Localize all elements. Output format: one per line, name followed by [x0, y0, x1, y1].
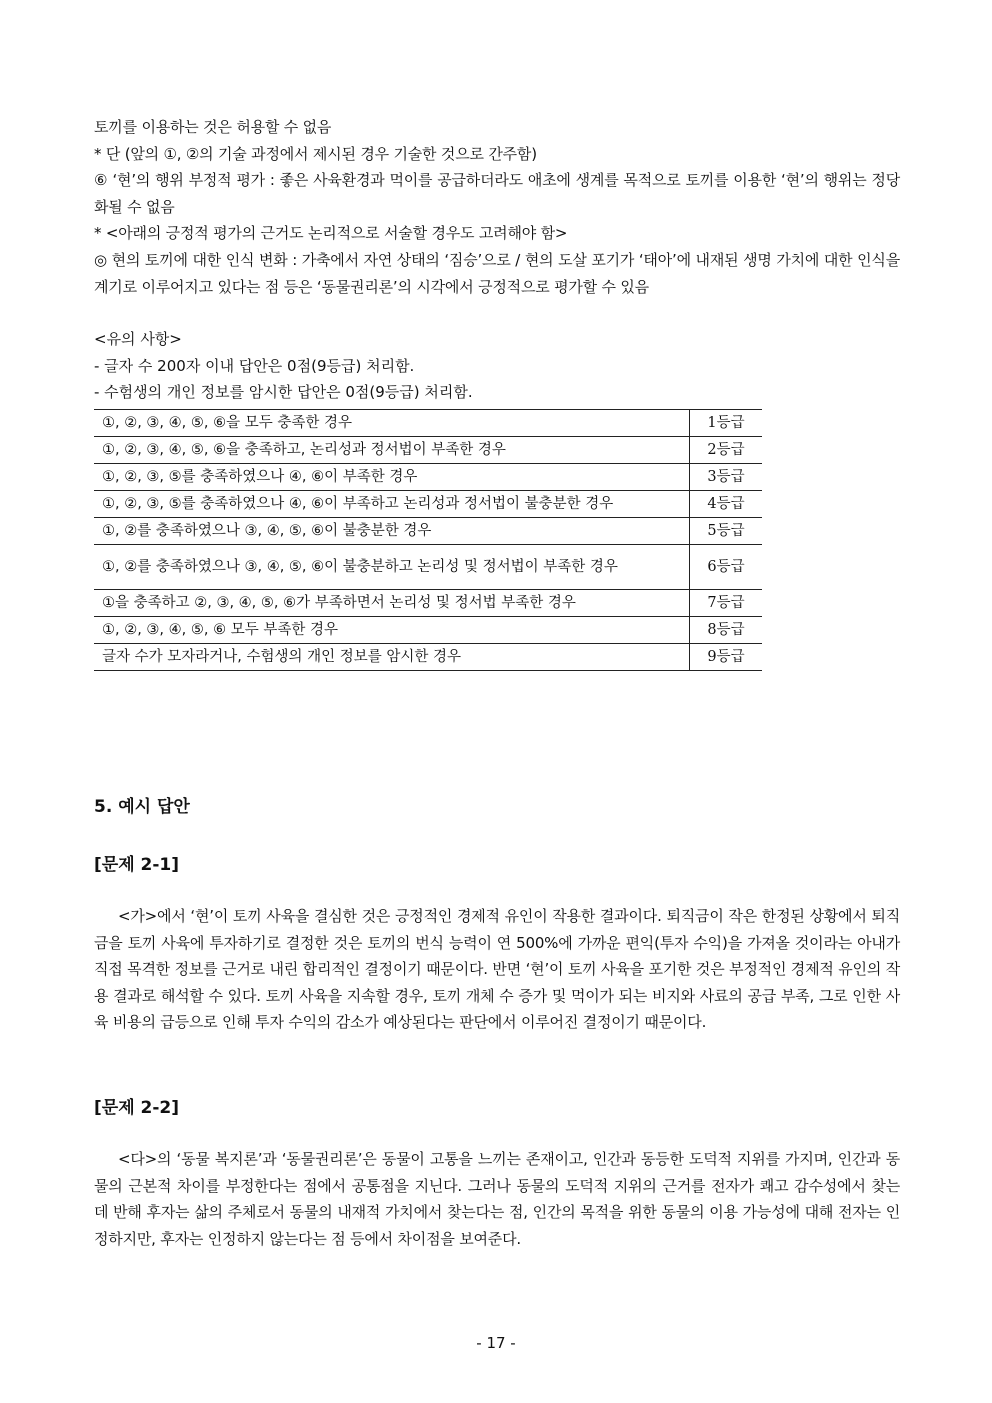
table-row: ①, ②, ③, ⑤를 충족하였으나 ④, ⑥이 부족한 경우 3등급	[94, 463, 762, 490]
question-title: [문제 2-2]	[94, 1098, 180, 1118]
note-item: - 수험생의 개인 정보를 암시한 답안은 0점(9등급) 처리함.	[94, 383, 473, 402]
question-title: [문제 2-1]	[94, 855, 180, 875]
table-row: ①, ②, ③, ⑤를 충족하였으나 ④, ⑥이 부족하고 논리성과 정서법이 불충분한 경우 4등급	[94, 490, 762, 517]
grade-table	[94, 409, 762, 671]
page-content	[94, 114, 900, 671]
table-row: 글자 수가 모자라거나, 수험생의 개인 정보를 암시한 경우 9등급	[94, 643, 762, 670]
table-row: ①, ②, ③, ④, ⑤, ⑥을 충족하고, 논리성과 정서법이 부족한 경우 2등급	[94, 436, 762, 463]
section-title: 5. 예시 답안	[94, 797, 190, 817]
table-row: ①, ②, ③, ④, ⑤, ⑥ 모두 부족한 경우 8등급	[94, 616, 762, 643]
table-row: ①, ②를 충족하였으나 ③, ④, ⑤, ⑥이 불충분한 경우 5등급	[94, 517, 762, 544]
note-item: - 글자 수 200자 이내 답안은 0점(9등급) 처리함.	[94, 356, 415, 375]
answer-paragraph: <다>의 ‘동물 복지론’과 ‘동물권리론’은 동물이 고통을 느끼는 존재이고, 인간과 동등한 도덕적 지위를 가지며, 인간과 동물의 근본적 차이를 부정한다는 점에서 공통점을 지닌다. 그러나 동물의 도덕적 지위의 근거를 전자가 쾌고 감수성에서 찾는 데 반해 후자는 삶의 주체로서 동물의 내재적 가치에서 찾는다는 점, 인간의 목적을 위한 동물의 이용 가능성에 대해 전자는 인정하지만, 후자는 인정하지 않는다는 점 등에서 차이점을 보여준다.	[94, 1150, 900, 1248]
table-row: ①, ②를 충족하였으나 ③, ④, ⑤, ⑥이 불충분하고 논리성 및 정서법이 부족한 경우 6등급	[94, 544, 762, 589]
notes-title: <유의 사항>	[94, 330, 182, 349]
table-row: ①을 충족하고 ②, ③, ④, ⑤, ⑥가 부족하면서 논리성 및 정서법 부족한 경우 7등급	[94, 589, 762, 616]
text-line: * <아래의 긍정적 평가의 근거도 논리적으로 서술할 경우도 고려해야 함>	[94, 224, 568, 243]
text-line: ◎ 현의 토끼에 대한 인식 변화 : 가축에서 자연 상태의 ‘짐승’으로 / 현의 도살 포기가 ‘태아’에 내재된 생명 가치에 대한 인식을 계기로 이루어지고 있다는 점 등은 ‘동물권리론’의 시각에서 긍정적으로 평가할 수 있음	[94, 250, 900, 296]
text-line: * 단 (앞의 ①, ②의 기술 과정에서 제시된 경우 기술한 것으로 간주함)	[94, 144, 537, 163]
text-line: ⑥ ‘현’의 행위 부정적 평가 : 좋은 사육환경과 먹이를 공급하더라도 애초에 생계를 목적으로 토끼를 이용한 ‘현’의 행위는 정당화될 수 없음	[94, 171, 900, 216]
answer-paragraph: <가>에서 ‘현’이 토끼 사육을 결심한 것은 긍정적인 경제적 유인이 작용한 결과이다. 퇴직금이 작은 한정된 상황에서 퇴직금을 토끼 사육에 투자하기로 결정한 것은 토끼의 번식 능력이 연 500%에 가까운 편익(투자 수익)을 가져올 것이라는 아내가 직접 목격한 정보를 근거로 내린 합리적인 결정이기 때문이다. 반면 ‘현’이 토끼 사육을 포기한 것은 부정적인 경제적 유인의 작용 결과로 해석할 수 있다. 토끼 사육을 지속할 경우, 토끼 개체 수 증가 및 먹이가 되는 비지와 사료의 공급 부족, 그로 인한 사육 비용의 급등으로 인해 투자 수익의 감소가 예상된다는 판단에서 이루어진 결정이기 때문이다.	[94, 907, 900, 1032]
text-line: 토끼를 이용하는 것은 허용할 수 없음	[94, 118, 332, 136]
page-number: - 17 -	[476, 1334, 516, 1352]
table-row: ①, ②, ③, ④, ⑤, ⑥을 모두 충족한 경우 1등급	[94, 409, 762, 436]
